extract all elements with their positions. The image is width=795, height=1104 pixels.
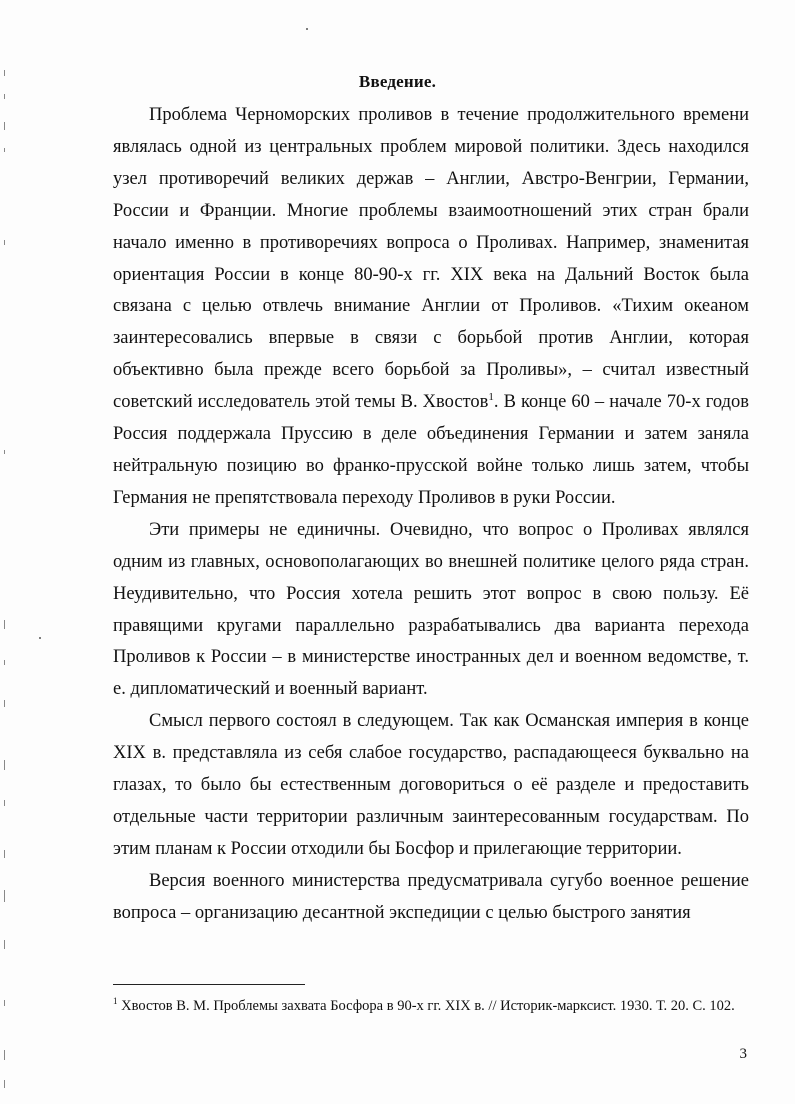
paragraph-4: Версия военного министерства предусматривала сугубо военное решение вопроса – организацию десантной экспедиции с целью быстрого занятия — [113, 870, 749, 923]
scan-speck — [306, 28, 308, 30]
paragraph-2: Эти примеры не единичны. Очевидно, что вопрос о Проливах являлся одним из главных, основополагающих во внешней политике целого ряда стран. Неудивительно, что Россия хотела решить этот вопрос в свою пользу. Её правящими кругами параллельно разрабатывались два варианта перехода Проливов к России – в министерстве иностранных дел и военном ведомстве, т. е. дипломатический и военный вариант. — [113, 519, 749, 700]
footnote-divider — [113, 984, 305, 985]
footnote-text: Хвостов В. М. Проблемы захвата Босфора в 90-х гг. XIX в. // Историк-марксист. 1930. Т. 20. С. 102. — [121, 998, 735, 1014]
body-text — [113, 100, 749, 930]
footnote-reference: 1 — [488, 391, 494, 403]
page-number: 3 — [739, 1046, 747, 1062]
footnote — [113, 996, 749, 1017]
scan-margin-artifacts — [0, 60, 10, 1100]
scan-speck — [39, 637, 41, 639]
paragraph-1-text: Проблема Черноморских проливов в течение продолжительного времени являлась одной из центральных проблем мировой политики. Здесь находился узел противоречий великих держав – Англии, Австро-Венгрии, Германии, России и Франции. Многие проблемы взаимоотношений этих стран брали начало именно в противоречиях вопроса о Проливах. Например, знаменитая ориентация России в конце 80-90-х гг. XIX века на Дальний Восток была связана с целью отвлечь внимание Англии от Проливов. «Тихим океаном заинтересовались впервые в связи с борьбой против Англии, которая объективно была прежде всего борьбой за Проливы», – считал известный советский исследователь этой темы В. Хвостов — [113, 105, 749, 413]
paragraph-3: Смысл первого состоял в следующем. Так как Османская империя в конце XIX в. представляла из себя слабое государство, распадающееся буквально на глазах, то было бы естественным договориться о её разделе и предоставить отдельные части территории различным заинтересованным государствам. По этим планам к России отходили бы Босфор и прилегающие территории. — [113, 711, 749, 859]
paragraph-1 — [113, 100, 749, 515]
footnote-marker: 1 — [113, 996, 118, 1007]
paragraph-1-continuation: . В конце 60 – начале 70-х годов Россия поддержала Пруссию в деле объединения Германии и затем заняла нейтральную позицию во франко-прусской войне только лишь затем, чтобы Германия не препятствовала переходу Проливов в руки России. — [113, 392, 750, 508]
page-title: Введение. — [358, 72, 437, 91]
